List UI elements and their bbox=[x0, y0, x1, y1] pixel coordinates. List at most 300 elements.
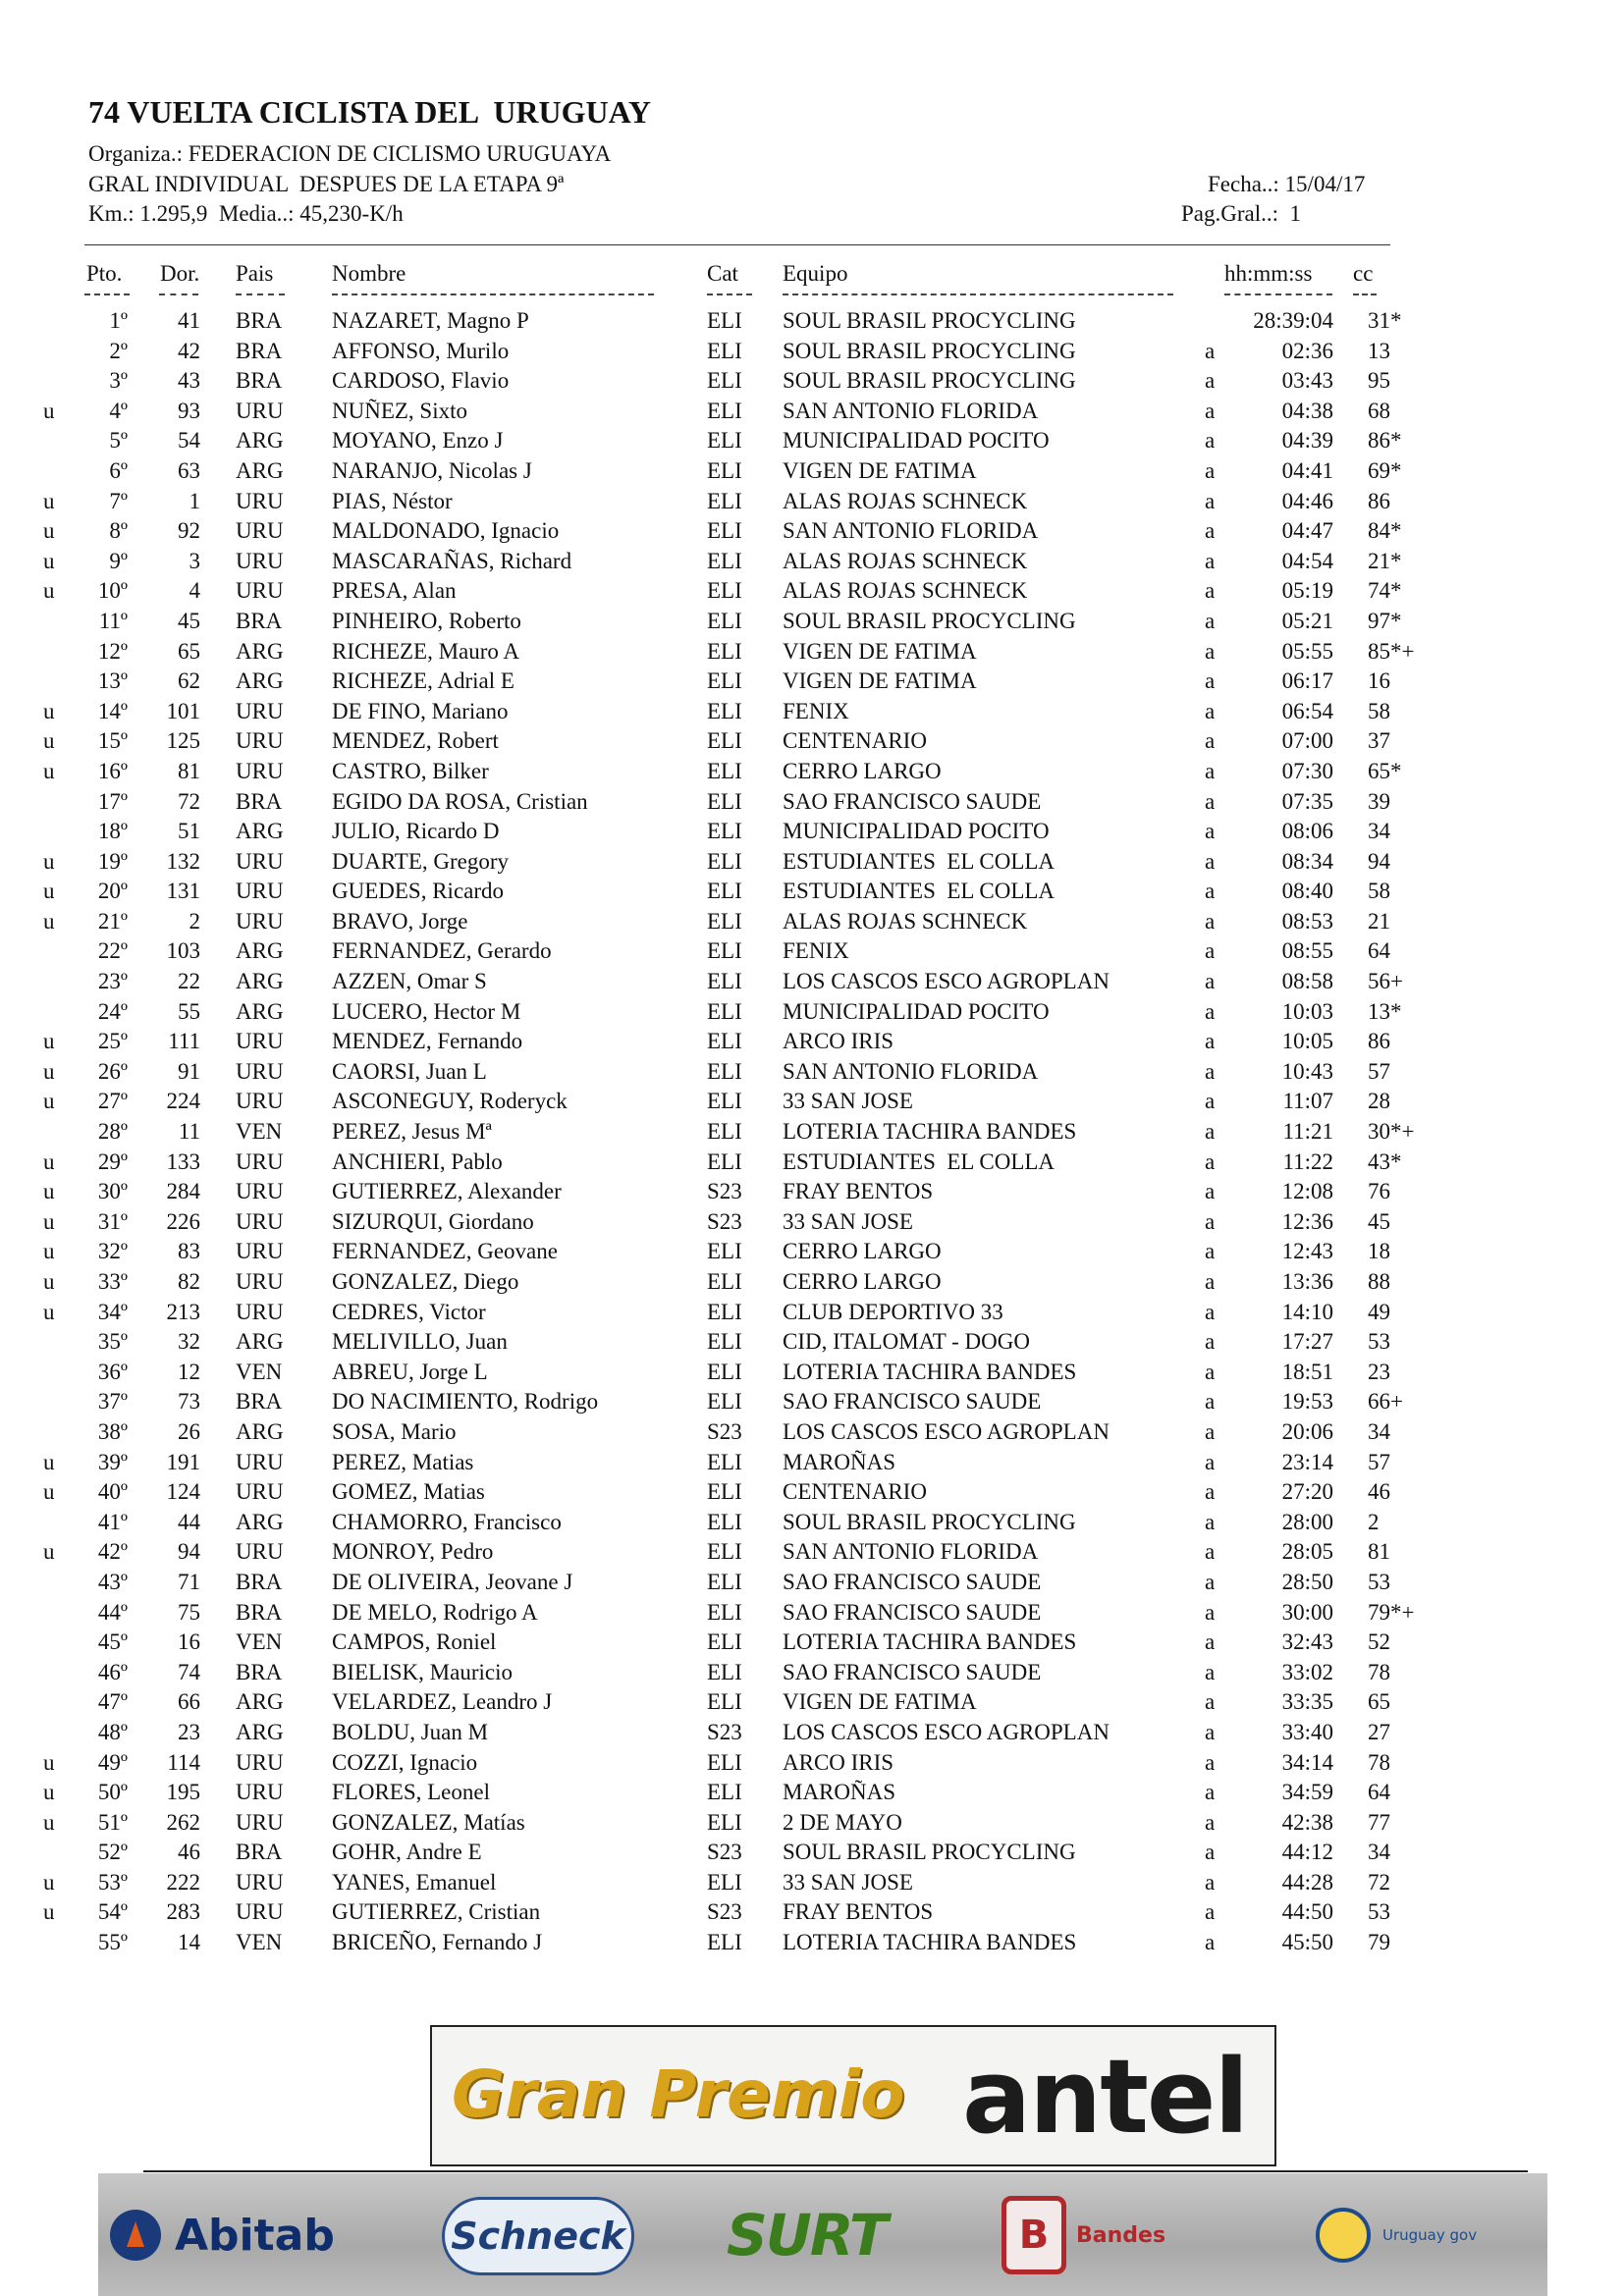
cell-nombre: NARANJO, Nicolas J bbox=[332, 457, 532, 483]
cell-equipo: ESTUDIANTES EL COLLA bbox=[783, 1148, 1056, 1174]
cell-a: a bbox=[1205, 879, 1216, 904]
table-row bbox=[0, 1237, 1624, 1267]
cell-nombre: RICHEZE, Mauro A bbox=[332, 638, 520, 664]
cell-time: 44:28 bbox=[1281, 1869, 1333, 1895]
cell-pais: URU bbox=[236, 758, 284, 783]
table-row bbox=[0, 1448, 1624, 1478]
table-row bbox=[0, 576, 1624, 607]
table-row bbox=[0, 1387, 1624, 1417]
cell-cat: ELI bbox=[707, 1659, 742, 1684]
cell-equipo: SAO FRANCISCO SAUDE bbox=[783, 1569, 1042, 1594]
cell-pos: 6º bbox=[109, 457, 128, 483]
cell-pos: 31º bbox=[97, 1208, 128, 1234]
cell-a: a bbox=[1205, 819, 1216, 844]
cell-time: 04:46 bbox=[1281, 488, 1333, 513]
table-row bbox=[0, 516, 1624, 547]
cell-pais: BRA bbox=[236, 1599, 283, 1625]
cell-dor: 22 bbox=[178, 969, 200, 994]
cell-pais: VEN bbox=[236, 1930, 283, 1955]
cell-equipo: FRAY BENTOS bbox=[783, 1179, 934, 1204]
cell-equipo: SAO FRANCISCO SAUDE bbox=[783, 1659, 1042, 1684]
dash-time bbox=[1224, 294, 1332, 295]
cell-time: 05:55 bbox=[1281, 638, 1333, 664]
cell-nombre: JULIO, Ricardo D bbox=[332, 819, 500, 844]
cell-dor: 62 bbox=[178, 668, 200, 694]
cell-a: a bbox=[1205, 608, 1216, 633]
cell-cat: ELI bbox=[707, 368, 742, 394]
cell-equipo: LOTERIA TACHIRA BANDES bbox=[783, 1119, 1077, 1145]
cell-u: u bbox=[43, 1449, 55, 1474]
cell-pos: 52º bbox=[97, 1840, 128, 1865]
cell-equipo: ALAS ROJAS SCHNECK bbox=[783, 578, 1028, 604]
cell-cc: 78 bbox=[1368, 1659, 1390, 1684]
cell-pais: URU bbox=[236, 1029, 284, 1054]
table-row bbox=[0, 1628, 1624, 1658]
table-row bbox=[0, 1537, 1624, 1568]
cell-nombre: MASCARAÑAS, Richard bbox=[332, 548, 572, 573]
cell-pos: 48º bbox=[97, 1719, 128, 1744]
cell-cat: ELI bbox=[707, 819, 742, 844]
table-row bbox=[0, 1928, 1624, 1958]
cell-cc: 69* bbox=[1368, 457, 1402, 483]
cell-equipo: LOTERIA TACHIRA BANDES bbox=[783, 1930, 1077, 1955]
cell-a: a bbox=[1205, 1479, 1216, 1505]
cell-cc: 86* bbox=[1368, 428, 1402, 454]
cell-dor: 82 bbox=[178, 1269, 200, 1294]
cell-cc: 28 bbox=[1368, 1089, 1390, 1114]
cell-equipo: SAO FRANCISCO SAUDE bbox=[783, 788, 1042, 814]
cell-nombre: DE FINO, Mariano bbox=[332, 698, 509, 723]
cell-pos: 8º bbox=[109, 518, 128, 544]
cell-cc: 45 bbox=[1368, 1208, 1390, 1234]
cell-nombre: BIELISK, Mauricio bbox=[332, 1659, 513, 1684]
cell-cc: 86 bbox=[1368, 1029, 1390, 1054]
cell-pais: BRA bbox=[236, 308, 283, 333]
dash-dorsal bbox=[159, 294, 198, 295]
table-row bbox=[0, 456, 1624, 487]
cell-time: 44:12 bbox=[1281, 1840, 1333, 1865]
cell-dor: 72 bbox=[178, 788, 200, 814]
cell-nombre: CHAMORRO, Francisco bbox=[332, 1509, 562, 1534]
cell-cat: ELI bbox=[707, 1359, 742, 1384]
table-row bbox=[0, 967, 1624, 997]
cell-u: u bbox=[43, 398, 55, 423]
cell-dor: 103 bbox=[166, 938, 200, 964]
cell-cat: ELI bbox=[707, 848, 742, 874]
cell-time: 28:50 bbox=[1281, 1569, 1333, 1594]
cell-pos: 12º bbox=[97, 638, 128, 664]
cell-cat: ELI bbox=[707, 1089, 742, 1114]
cell-cc: 64 bbox=[1368, 1780, 1390, 1805]
cell-pais: ARG bbox=[236, 998, 284, 1024]
cell-cat: ELI bbox=[707, 1479, 742, 1505]
cell-equipo: ALAS ROJAS SCHNECK bbox=[783, 548, 1028, 573]
cell-pos: 39º bbox=[97, 1449, 128, 1474]
cell-pais: ARG bbox=[236, 1509, 284, 1534]
cell-pais: URU bbox=[236, 1749, 284, 1775]
cell-cc: 88 bbox=[1368, 1269, 1390, 1294]
cell-nombre: FERNANDEZ, Gerardo bbox=[332, 938, 552, 964]
report-title: 74 VUELTA CICLISTA DEL URUGUAY bbox=[88, 94, 651, 130]
cell-pais: ARG bbox=[236, 969, 284, 994]
cell-equipo: SOUL BRASIL PROCYCLING bbox=[783, 368, 1076, 394]
table-row bbox=[0, 397, 1624, 427]
cell-time: 18:51 bbox=[1281, 1359, 1333, 1384]
cell-time: 07:00 bbox=[1281, 728, 1333, 754]
cell-nombre: PEREZ, Matias bbox=[332, 1449, 474, 1474]
table-row bbox=[0, 1687, 1624, 1718]
cell-pos: 30º bbox=[97, 1179, 128, 1204]
cell-u: u bbox=[43, 1539, 55, 1565]
cell-equipo: CERRO LARGO bbox=[783, 1239, 942, 1264]
cell-pais: ARG bbox=[236, 1329, 284, 1355]
cell-equipo: CENTENARIO bbox=[783, 1479, 927, 1505]
cell-dor: 12 bbox=[178, 1359, 200, 1384]
cell-time: 34:14 bbox=[1281, 1749, 1333, 1775]
cell-u: u bbox=[43, 698, 55, 723]
table-row bbox=[0, 1417, 1624, 1448]
col-header-time: hh:mm:ss bbox=[1224, 261, 1313, 286]
cell-dor: 283 bbox=[166, 1899, 200, 1925]
cell-time: 08:58 bbox=[1281, 969, 1333, 994]
cell-pos: 49º bbox=[97, 1749, 128, 1775]
cell-pos: 18º bbox=[97, 819, 128, 844]
cell-a: a bbox=[1205, 548, 1216, 573]
cell-dor: 195 bbox=[166, 1780, 200, 1805]
cell-time: 33:02 bbox=[1281, 1659, 1333, 1684]
cell-dor: 44 bbox=[178, 1509, 200, 1534]
cell-a: a bbox=[1205, 457, 1216, 483]
cell-pos: 37º bbox=[97, 1389, 128, 1415]
cell-a: a bbox=[1205, 698, 1216, 723]
cell-time: 08:55 bbox=[1281, 938, 1333, 964]
cell-pos: 5º bbox=[109, 428, 128, 454]
cell-cat: S23 bbox=[707, 1418, 742, 1444]
table-row bbox=[0, 1808, 1624, 1839]
cell-dor: 213 bbox=[166, 1299, 200, 1324]
cell-cc: 68 bbox=[1368, 398, 1390, 423]
cell-dor: 83 bbox=[178, 1239, 200, 1264]
cell-pos: 32º bbox=[97, 1239, 128, 1264]
cell-pais: ARG bbox=[236, 638, 284, 664]
cell-u: u bbox=[43, 848, 55, 874]
dash-cc bbox=[1353, 294, 1377, 295]
cell-time: 42:38 bbox=[1281, 1809, 1333, 1835]
cell-dor: 11 bbox=[178, 1119, 200, 1145]
cell-equipo: 33 SAN JOSE bbox=[783, 1089, 913, 1114]
cell-time: 08:40 bbox=[1281, 879, 1333, 904]
cell-pos: 46º bbox=[97, 1659, 128, 1684]
table-row bbox=[0, 1838, 1624, 1868]
cell-equipo: 2 DE MAYO bbox=[783, 1809, 902, 1835]
cell-time: 04:38 bbox=[1281, 398, 1333, 423]
cell-cc: 21* bbox=[1368, 548, 1402, 573]
cell-nombre: AFFONSO, Murilo bbox=[332, 338, 510, 363]
cell-dor: 92 bbox=[178, 518, 200, 544]
table-row bbox=[0, 637, 1624, 667]
cell-cat: ELI bbox=[707, 1780, 742, 1805]
cell-time: 02:36 bbox=[1281, 338, 1333, 363]
cell-a: a bbox=[1205, 428, 1216, 454]
cell-a: a bbox=[1205, 728, 1216, 754]
cell-pos: 16º bbox=[97, 758, 128, 783]
cell-cat: ELI bbox=[707, 969, 742, 994]
cell-cat: ELI bbox=[707, 488, 742, 513]
bandes-logo bbox=[1001, 2197, 1218, 2273]
col-header-cc: cc bbox=[1353, 261, 1374, 286]
cell-pais: URU bbox=[236, 879, 284, 904]
cell-cat: ELI bbox=[707, 638, 742, 664]
cell-pais: ARG bbox=[236, 819, 284, 844]
cell-cat: ELI bbox=[707, 548, 742, 573]
cell-cc: 39 bbox=[1368, 788, 1390, 814]
cell-pos: 43º bbox=[97, 1569, 128, 1594]
cell-a: a bbox=[1205, 788, 1216, 814]
cell-pos: 11º bbox=[98, 608, 128, 633]
cell-equipo: FRAY BENTOS bbox=[783, 1899, 934, 1925]
cell-nombre: DUARTE, Gregory bbox=[332, 848, 510, 874]
cell-a: a bbox=[1205, 1418, 1216, 1444]
cell-equipo: SAO FRANCISCO SAUDE bbox=[783, 1599, 1042, 1625]
cell-a: a bbox=[1205, 1629, 1216, 1655]
cell-a: a bbox=[1205, 1089, 1216, 1114]
cell-time: 04:54 bbox=[1281, 548, 1333, 573]
cell-cc: 53 bbox=[1368, 1569, 1390, 1594]
cell-a: a bbox=[1205, 848, 1216, 874]
cell-pos: 14º bbox=[97, 698, 128, 723]
cell-cat: ELI bbox=[707, 338, 742, 363]
cell-pos: 51º bbox=[97, 1809, 128, 1835]
dash-pos bbox=[84, 294, 130, 295]
cell-cc: 94 bbox=[1368, 848, 1390, 874]
cell-time: 28:05 bbox=[1281, 1539, 1333, 1565]
cell-cc: 72 bbox=[1368, 1869, 1390, 1895]
cell-pos: 47º bbox=[97, 1689, 128, 1715]
cell-time: 04:39 bbox=[1281, 428, 1333, 454]
cell-nombre: ANCHIERI, Pablo bbox=[332, 1148, 503, 1174]
cell-u: u bbox=[43, 548, 55, 573]
cell-pais: BRA bbox=[236, 1840, 283, 1865]
cell-nombre: VELARDEZ, Leandro J bbox=[332, 1689, 553, 1715]
cell-a: a bbox=[1205, 578, 1216, 604]
cell-pais: URU bbox=[236, 488, 284, 513]
cell-pais: URU bbox=[236, 848, 284, 874]
cell-a: a bbox=[1205, 1569, 1216, 1594]
cell-dor: 54 bbox=[178, 428, 200, 454]
cell-pais: BRA bbox=[236, 1569, 283, 1594]
cell-time: 06:54 bbox=[1281, 698, 1333, 723]
cell-cat: ELI bbox=[707, 1509, 742, 1534]
cell-dor: 222 bbox=[166, 1869, 200, 1895]
table-row bbox=[0, 1897, 1624, 1928]
abitab-label: Abitab bbox=[175, 2210, 335, 2261]
cell-pais: VEN bbox=[236, 1119, 283, 1145]
cell-equipo: MUNICIPALIDAD POCITO bbox=[783, 428, 1050, 454]
cell-equipo: VIGEN DE FATIMA bbox=[783, 668, 977, 694]
cell-dor: 131 bbox=[166, 879, 200, 904]
cell-cc: 86 bbox=[1368, 488, 1390, 513]
cell-equipo: VIGEN DE FATIMA bbox=[783, 1689, 977, 1715]
table-row bbox=[0, 1057, 1624, 1088]
cell-equipo: LOTERIA TACHIRA BANDES bbox=[783, 1359, 1077, 1384]
table-row bbox=[0, 426, 1624, 456]
cell-cc: 13* bbox=[1368, 998, 1402, 1024]
cell-pais: URU bbox=[236, 1899, 284, 1925]
cell-cc: 65 bbox=[1368, 1689, 1390, 1715]
cell-a: a bbox=[1205, 758, 1216, 783]
table-row bbox=[0, 726, 1624, 757]
cell-dor: 94 bbox=[178, 1539, 200, 1565]
cell-cat: ELI bbox=[707, 1269, 742, 1294]
cell-dor: 114 bbox=[167, 1749, 200, 1775]
cell-cat: S23 bbox=[707, 1840, 742, 1865]
table-row bbox=[0, 1598, 1624, 1629]
table-row bbox=[0, 306, 1624, 337]
cell-nombre: FLORES, Leonel bbox=[332, 1780, 490, 1805]
cell-nombre: GUTIERREZ, Cristian bbox=[332, 1899, 541, 1925]
cell-nombre: EGIDO DA ROSA, Cristian bbox=[332, 788, 588, 814]
table-row bbox=[0, 1087, 1624, 1117]
cell-equipo: SAN ANTONIO FLORIDA bbox=[783, 1539, 1039, 1565]
cell-equipo: MAROÑAS bbox=[783, 1780, 896, 1805]
cell-nombre: CEDRES, Victor bbox=[332, 1299, 486, 1324]
dash-country bbox=[236, 294, 285, 295]
cell-equipo: 33 SAN JOSE bbox=[783, 1869, 913, 1895]
cell-cc: 34 bbox=[1368, 1418, 1390, 1444]
cell-time: 05:21 bbox=[1281, 608, 1333, 633]
cell-time: 27:20 bbox=[1281, 1479, 1333, 1505]
cell-a: a bbox=[1205, 1148, 1216, 1174]
cell-a: a bbox=[1205, 1449, 1216, 1474]
cell-a: a bbox=[1205, 488, 1216, 513]
cell-u: u bbox=[43, 1058, 55, 1084]
cell-nombre: SOSA, Mario bbox=[332, 1418, 457, 1444]
cell-equipo: VIGEN DE FATIMA bbox=[783, 638, 977, 664]
cell-a: a bbox=[1205, 1659, 1216, 1684]
cell-a: a bbox=[1205, 1780, 1216, 1805]
cell-pos: 36º bbox=[97, 1359, 128, 1384]
cell-cat: ELI bbox=[707, 728, 742, 754]
cell-pos: 33º bbox=[97, 1269, 128, 1294]
cell-equipo: VIGEN DE FATIMA bbox=[783, 457, 977, 483]
col-header-name: Nombre bbox=[332, 261, 406, 286]
cell-pos: 50º bbox=[97, 1780, 128, 1805]
cell-cat: ELI bbox=[707, 938, 742, 964]
cell-u: u bbox=[43, 1148, 55, 1174]
cell-time: 05:19 bbox=[1281, 578, 1333, 604]
cell-cat: ELI bbox=[707, 1930, 742, 1955]
government-seal-icon bbox=[1316, 2208, 1371, 2263]
cell-cc: 16 bbox=[1368, 668, 1390, 694]
table-row bbox=[0, 1117, 1624, 1148]
cell-nombre: MENDEZ, Fernando bbox=[332, 1029, 523, 1054]
cell-dor: 224 bbox=[166, 1089, 200, 1114]
cell-time: 28:39:04 bbox=[1253, 308, 1333, 333]
cell-pos: 19º bbox=[97, 848, 128, 874]
cell-dor: 51 bbox=[178, 819, 200, 844]
table-row bbox=[0, 1298, 1624, 1328]
cell-pos: 29º bbox=[97, 1148, 128, 1174]
cell-pais: URU bbox=[236, 1239, 284, 1264]
cell-pais: VEN bbox=[236, 1359, 283, 1384]
cell-a: a bbox=[1205, 1689, 1216, 1715]
cell-dor: 101 bbox=[166, 698, 200, 723]
cell-a: a bbox=[1205, 1389, 1216, 1415]
table-row bbox=[0, 907, 1624, 937]
cell-time: 08:06 bbox=[1281, 819, 1333, 844]
cell-nombre: SIZURQUI, Giordano bbox=[332, 1208, 534, 1234]
surt-label: SURT bbox=[727, 2202, 887, 2269]
cell-nombre: PEREZ, Jesus Mª bbox=[332, 1119, 492, 1145]
cell-pais: URU bbox=[236, 1179, 284, 1204]
cell-equipo: ESTUDIANTES EL COLLA bbox=[783, 879, 1056, 904]
cell-u: u bbox=[43, 728, 55, 754]
table-row bbox=[0, 1718, 1624, 1748]
cell-cc: 53 bbox=[1368, 1899, 1390, 1925]
table-row bbox=[0, 757, 1624, 787]
cell-pais: BRA bbox=[236, 788, 283, 814]
cell-equipo: CERRO LARGO bbox=[783, 1269, 942, 1294]
cell-dor: 284 bbox=[166, 1179, 200, 1204]
cell-pos: 20º bbox=[97, 879, 128, 904]
cell-dor: 74 bbox=[178, 1659, 200, 1684]
cell-cat: ELI bbox=[707, 1569, 742, 1594]
cell-pais: URU bbox=[236, 1208, 284, 1234]
cell-equipo: ESTUDIANTES EL COLLA bbox=[783, 848, 1056, 874]
cell-pos: 44º bbox=[97, 1599, 128, 1625]
cell-pais: ARG bbox=[236, 668, 284, 694]
cell-cc: 34 bbox=[1368, 1840, 1390, 1865]
government-logo bbox=[1316, 2197, 1547, 2273]
cell-a: a bbox=[1205, 368, 1216, 394]
cell-nombre: NAZARET, Magno P bbox=[332, 308, 529, 333]
cell-nombre: MENDEZ, Robert bbox=[332, 728, 499, 754]
cell-cc: 56+ bbox=[1368, 969, 1403, 994]
date-line: Fecha..: 15/04/17 bbox=[1208, 172, 1366, 196]
cell-a: a bbox=[1205, 1359, 1216, 1384]
cell-nombre: MELIVILLO, Juan bbox=[332, 1329, 508, 1355]
cell-a: a bbox=[1205, 668, 1216, 694]
cell-time: 14:10 bbox=[1281, 1299, 1333, 1324]
cell-cat: ELI bbox=[707, 1869, 742, 1895]
cell-pos: 41º bbox=[97, 1509, 128, 1534]
cell-pos: 40º bbox=[97, 1479, 128, 1505]
cell-equipo: CLUB DEPORTIVO 33 bbox=[783, 1299, 1003, 1324]
cell-u: u bbox=[43, 1179, 55, 1204]
cell-equipo: SOUL BRASIL PROCYCLING bbox=[783, 308, 1076, 333]
cell-nombre: ABREU, Jorge L bbox=[332, 1359, 488, 1384]
cell-a: a bbox=[1205, 1299, 1216, 1324]
cell-time: 20:06 bbox=[1281, 1418, 1333, 1444]
cell-cat: ELI bbox=[707, 1058, 742, 1084]
table-row bbox=[0, 337, 1624, 367]
government-label: Uruguay gov bbox=[1382, 2226, 1478, 2244]
cell-cat: ELI bbox=[707, 698, 742, 723]
table-row bbox=[0, 366, 1624, 397]
cell-pais: URU bbox=[236, 1058, 284, 1084]
cell-time: 33:35 bbox=[1281, 1689, 1333, 1715]
cell-dor: 41 bbox=[178, 308, 200, 333]
table-row bbox=[0, 667, 1624, 697]
cell-cat: ELI bbox=[707, 1629, 742, 1655]
cell-dor: 3 bbox=[189, 548, 200, 573]
cell-equipo: 33 SAN JOSE bbox=[783, 1208, 913, 1234]
cell-u: u bbox=[43, 879, 55, 904]
cell-cat: ELI bbox=[707, 1449, 742, 1474]
cell-pos: 23º bbox=[97, 969, 128, 994]
cell-time: 12:08 bbox=[1281, 1179, 1333, 1204]
cell-cc: 34 bbox=[1368, 819, 1390, 844]
